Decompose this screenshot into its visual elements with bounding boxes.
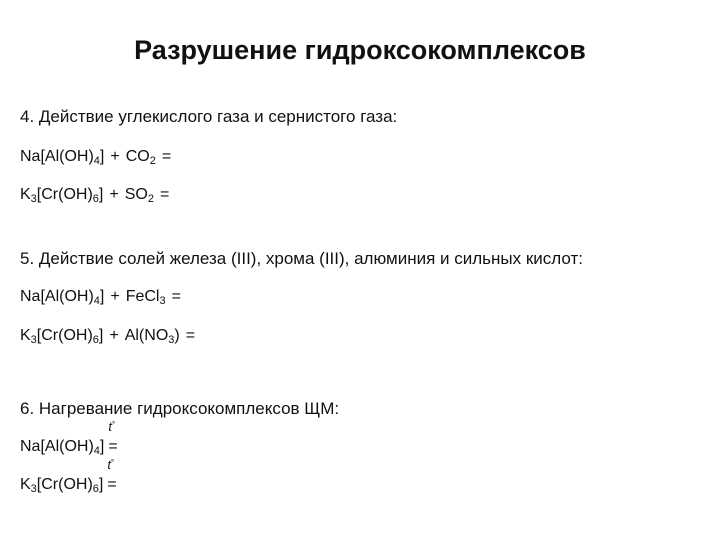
- section-heading-4: 4. Действие углекислого газа и сернистого газа:: [20, 107, 398, 126]
- heating-condition: [107, 457, 117, 496]
- plus-sign: +: [109, 186, 119, 203]
- reactant-1: $Na[Al(OH)_4]$: [20, 148, 105, 167]
- heating-condition: [108, 419, 118, 458]
- equals-sign: =: [171, 288, 181, 305]
- temperature-symbol: t: [108, 419, 112, 434]
- section-heading-5: 5. Действие солей железа (III), хрома (III), алюминия и сильных кислот:: [20, 249, 583, 268]
- equation-4-2: [20, 184, 169, 206]
- equation-6-2: [20, 457, 117, 496]
- reactant-1: $K_3[Cr(OH)_6]$: [20, 327, 104, 346]
- section-heading-6: 6. Нагревание гидроксокомплексов ЩМ:: [20, 399, 340, 418]
- reactant-1: $Na[Al(OH)_4]$: [20, 288, 105, 307]
- equation-5-2: [20, 325, 195, 347]
- temperature-symbol: t: [107, 457, 111, 472]
- degree-symbol: °: [110, 458, 115, 467]
- page-title: Разрушение гидроксокомплексов: [134, 35, 586, 65]
- reactant-2: $CO_2$: [125, 148, 156, 167]
- reactant-1: $K_3[Cr(OH)_6]$: [20, 186, 104, 205]
- equals-sign: =: [185, 327, 196, 344]
- plus-sign: +: [110, 288, 120, 305]
- reactant-2: FeCl$_3$: [125, 288, 166, 307]
- equals-sign: =: [107, 476, 117, 493]
- equals-sign: =: [161, 148, 172, 165]
- equals-sign: =: [108, 438, 118, 455]
- reactant-1: $K_3[Cr(OH)_6]$: [20, 476, 104, 495]
- degree-symbol: °: [111, 420, 116, 429]
- equation-4-1: [20, 146, 171, 168]
- equation-6-1: [20, 419, 118, 458]
- equation-5-1: [20, 286, 181, 308]
- plus-sign: +: [109, 327, 119, 344]
- reactant-1: $Na[Al(OH)_4]$: [20, 438, 105, 457]
- equals-sign: =: [159, 186, 170, 203]
- reactant-2: $SO_2$: [124, 186, 154, 205]
- plus-sign: +: [110, 148, 120, 165]
- reactant-2: $Al(NO_3)$: [124, 327, 180, 346]
